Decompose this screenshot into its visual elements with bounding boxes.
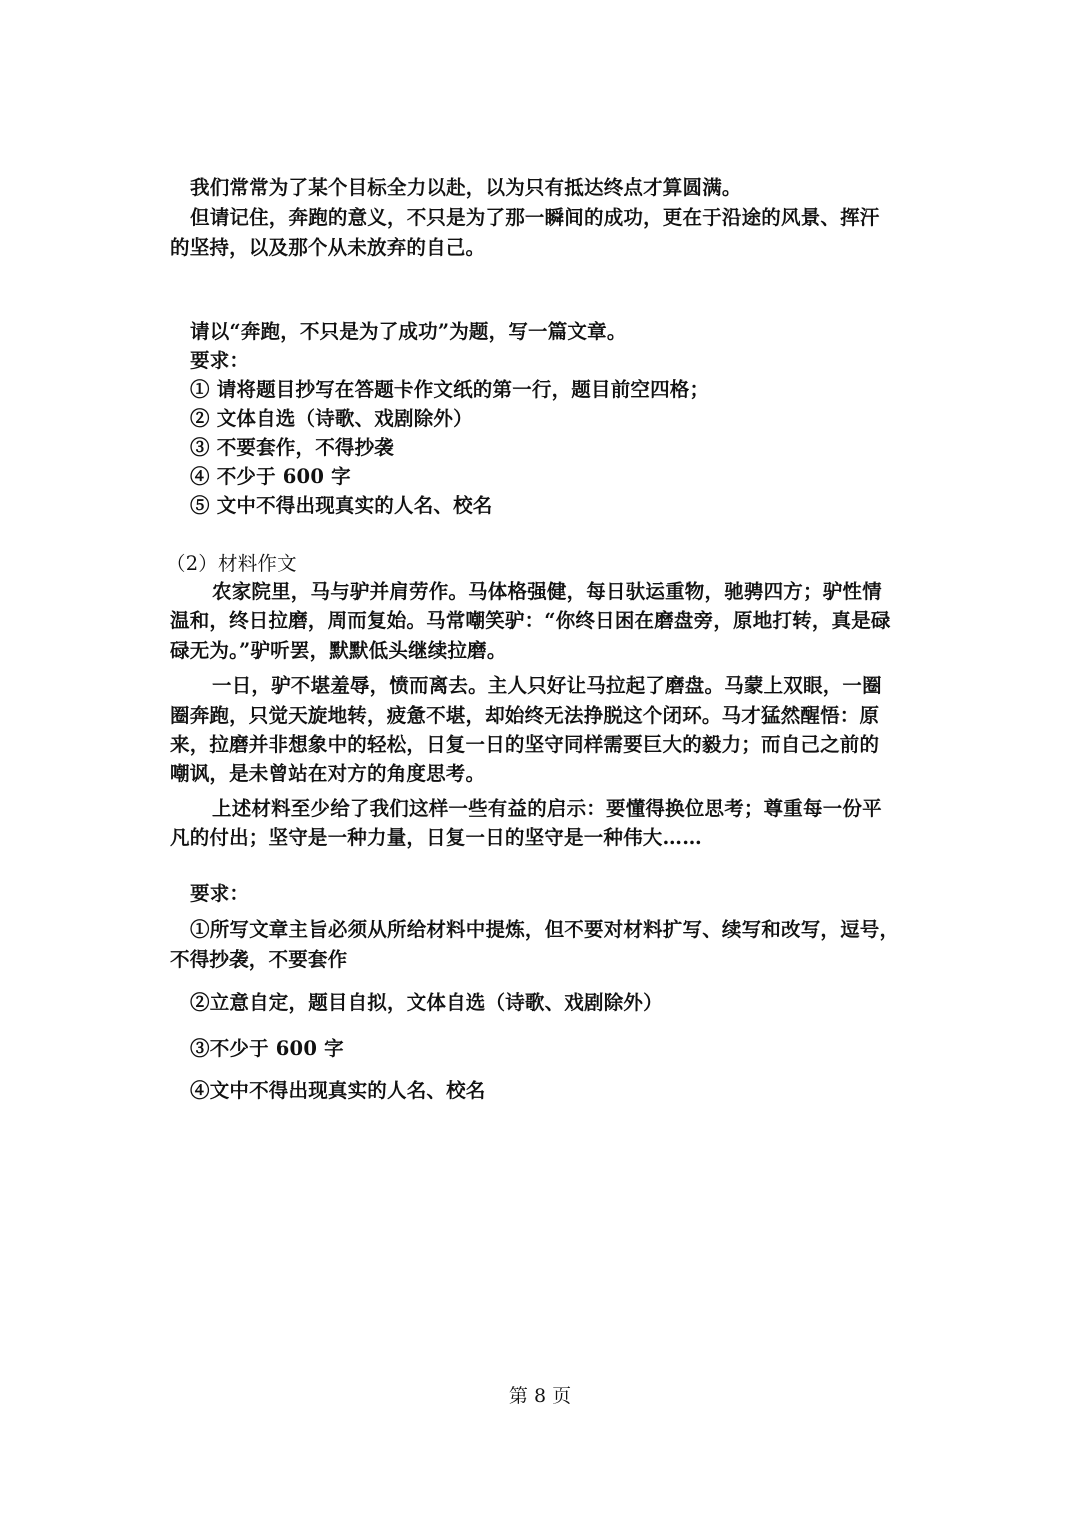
essay1-requirement-3: ③ 不要套作，不得抄袭 [190,436,394,459]
essay2-para1-line-2: 温和，终日拉磨，周而复始。马常嘲笑驴：“你终日困在磨盘旁，原地打转，真是碌 [170,609,891,632]
essay2-para1-line-1: 农家院里，马与驴并肩劳作。马体格强健，每日驮运重物，驰骋四方；驴性情 [212,580,882,603]
page-number: 第 8 页 [508,1385,572,1407]
essay2-para2-line-2: 圈奔跑，只觉天旋地转，疲惫不堪，却始终无法挣脱这个闭环。马才猛然醒悟：原 [170,704,880,727]
essay1-requirement-5: ⑤ 文中不得出现真实的人名、校名 [190,494,493,517]
essay1-requirement-2: ② 文体自选（诗歌、戏剧除外） [190,407,473,430]
essay2-para2-line-3: 来，拉磨并非想象中的轻松，日复一日的坚守同样需要巨大的毅力；而自己之前的 [170,733,880,756]
essay1-prompt: 请以“奔跑，不只是为了成功”为题，写一篇文章。 [190,320,627,343]
essay2-requirement-2: ②立意自定，题目自拟，文体自选（诗歌、戏剧除外） [190,991,663,1014]
essay2-heading: （2）材料作文 [166,552,297,575]
essay2-para1-line-3: 碌无为。”驴听罢，默默低头继续拉磨。 [170,639,507,662]
essay2-para3-line-1: 上述材料至少给了我们这样一些有益的启示：要懂得换位思考；尊重每一份平 [212,797,882,820]
essay1-intro-line-2: 但请记住，奔跑的意义，不只是为了那一瞬间的成功，更在于沿途的风景、挥汗 [190,206,880,229]
essay2-requirements-title: 要求： [190,882,250,905]
essay1-requirement-1: ① 请将题目抄写在答题卡作文纸的第一行，题目前空四格； [190,378,710,401]
essay2-requirement-4: ④文中不得出现真实的人名、校名 [190,1079,486,1102]
essay1-intro-line-1: 我们常常为了某个目标全力以赴，以为只有抵达终点才算圆满。 [190,176,742,199]
essay2-para2-line-1: 一日，驴不堪羞辱，愤而离去。主人只好让马拉起了磨盘。马蒙上双眼，一圈 [212,674,882,697]
essay2-requirement-1: ①所写文章主旨必须从所给材料中提炼，但不要对材料扩写、续写和改写，逗号， [190,918,900,941]
essay2-requirement-3: ③不少于 600 字 [190,1037,344,1060]
essay1-requirements-title: 要求： [190,349,250,372]
essay2-requirement-1-cont: 不得抄袭，不要套作 [170,948,348,971]
essay1-requirement-4: ④ 不少于 600 字 [190,465,351,488]
essay2-para3-line-2: 凡的付出；坚守是一种力量，日复一日的坚守是一种伟大…… [170,826,702,849]
essay2-para2-line-4: 嘲讽，是未曾站在对方的角度思考。 [170,762,486,785]
essay1-intro-line-3: 的坚持，以及那个从未放弃的自己。 [170,236,486,259]
